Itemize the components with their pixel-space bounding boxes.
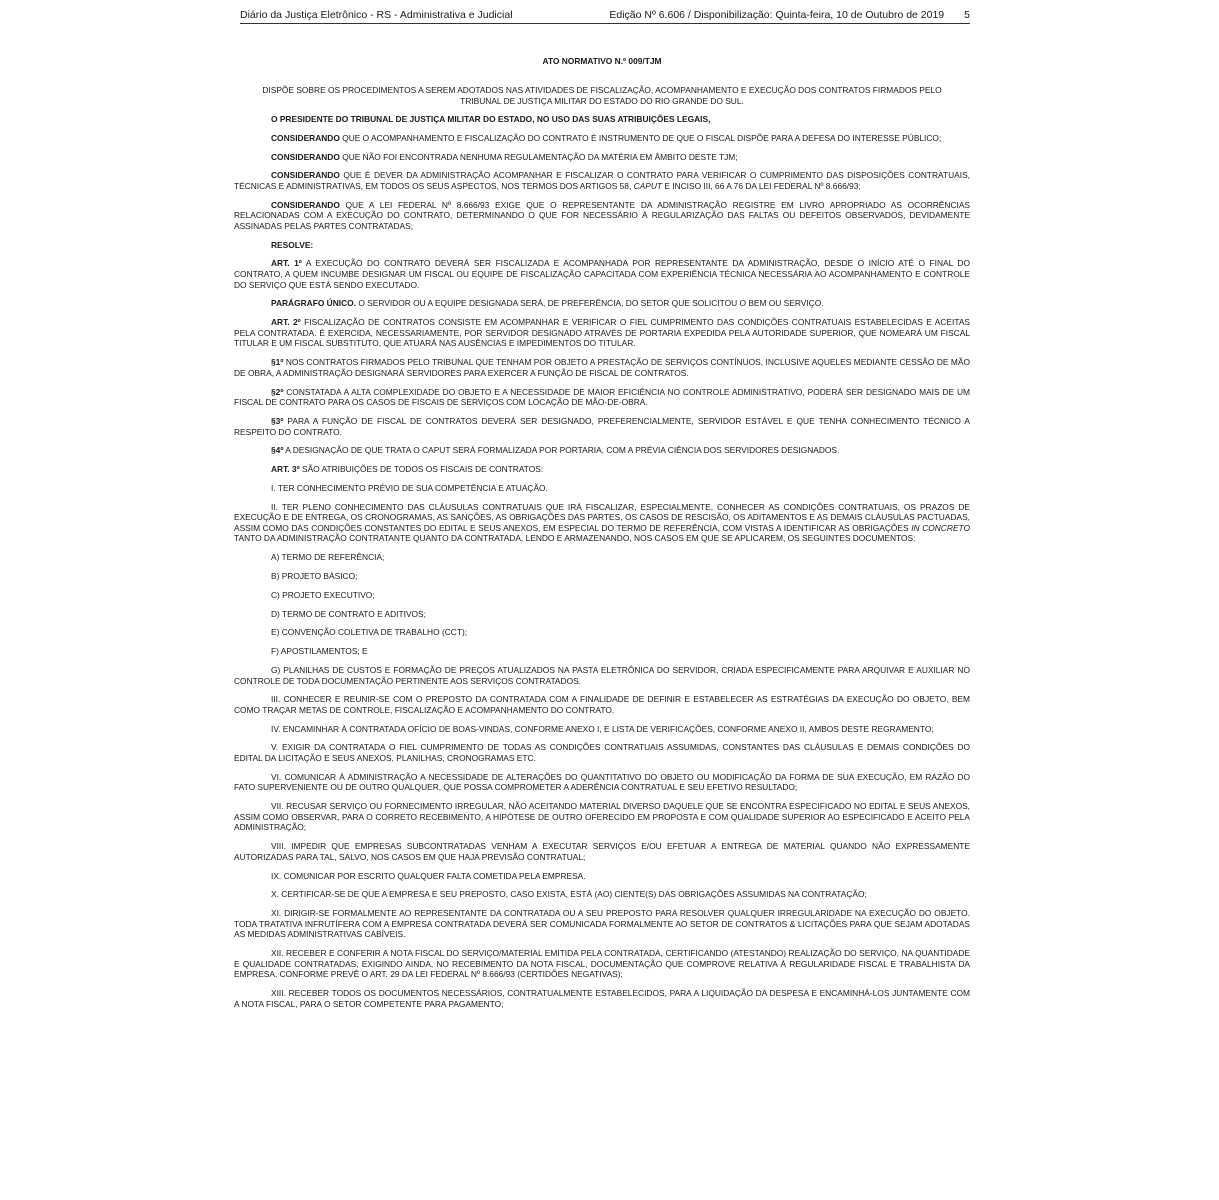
inciso-2 [234,502,970,544]
list-item-d: D) TERMO DE CONTRATO E ADITIVOS; [271,608,426,619]
in-concreto-italic: IN CONCRETO [911,522,970,533]
art-2 [234,317,970,349]
edition-date: Edição Nº 6.606 / Disponibilização: Quinta-feira, 10 de Outubro de 2019 [609,9,945,21]
list-item-g: G) PLANILHAS DE CUSTOS E FORMAÇÃO DE PREÇOS ATUALIZADOS NA PASTA ELETRÔNICA DO SERVIDOR, CRIADA ESPECIFICAMENTE PARA ARQUIVAR E AUXILIAR NO CONTROLE DE TODA DOCUMENTAÇÃO PERTINENTE AOS SERVIÇOS CONTRATADOS. [234,664,970,686]
considerando-text: QUE A LEI FEDERAL Nº 8.666/93 EXIGE QUE O REPRESENTANTE DA ADMINISTRAÇÃO REGISTRE EM LIVRO APROPRIADO AS OCORRÊNCIAS RELACIONADAS COM A EXECUÇÃO DO CONTRATO, DETERMINANDO O QUE FOR NECESSÁRIO À REGULARIZAÇÃO DAS FALTAS OU DEFEITOS OBSERVADOS, DEVIDAMENTE ASSINADAS PELAS PARTES CONTRATADAS; [234,199,970,231]
inciso-text: TANTO DA ADMINISTRAÇÃO CONTRATANTE QUANTO DA CONTRATADA, LENDO E ARMAZENANDO, NOS CASOS EM QUE SE APLICAREM, OS SEGUINTES DOCUMENTOS: [234,533,916,544]
list-item-a: A) TERMO DE REFERÊNCIA; [271,552,385,563]
paragraph-text: O SERVIDOR OU A EQUIPE DESIGNADA SERÁ, DE PREFERÊNCIA, DO SETOR QUE SOLICITOU O BEM OU SERVIÇO. [356,298,824,309]
inciso-10: X. CERTIFICAR-SE DE QUE A EMPRESA E SEU PREPOSTO, CASO EXISTA, ESTÁ (AO) CIENTE(S) DAS OBRIGAÇÕES ASSUMIDAS NA CONTRATAÇÃO; [271,889,867,900]
considerando-label: CONSIDERANDO [271,132,340,143]
inciso-4: IV. ENCAMINHAR À CONTRATADA OFÍCIO DE BOAS-VINDAS, CONFORME ANEXO I, E LISTA DE VERIFICAÇÕES, CONFORME ANEXO II, AMBOS DESTE REGRAMENTO; [271,723,934,734]
art-1 [234,258,970,290]
paragraph-text: PARA A FUNÇÃO DE FISCAL DE CONTRATOS DEVERÁ SER DESIGNADO, PREFERENCIALMENTE, SERVIDOR ESTÁVEL E QUE TENHA CONHECIMENTO TÉCNICO A RESPEITO DO CONTRATO. [234,415,970,437]
paragrafo-unico [234,298,970,309]
paragraph-label: §1º [271,357,284,368]
list-item-c: C) PROJETO EXECUTIVO; [271,589,375,600]
paragraph-text: A DESIGNAÇÃO DE QUE TRATA O CAPUT SERÁ FORMALIZADA POR PORTARIA, COM A PRÉVIA CIÊNCIA DOS SERVIDORES DESIGNADOS. [283,445,840,456]
considerando-text: E INCISO III, 66 A 76 DA LEI FEDERAL Nº 8.666/93; [662,180,861,191]
document-title: ATO NORMATIVO N.º 009/TJM [542,56,662,66]
paragraph-1 [234,357,970,378]
page-header [240,9,970,24]
article-text: A EXECUÇÃO DO CONTRATO DEVERÁ SER FISCALIZADA E ACOMPANHADA POR REPRESENTANTE DA ADMINISTRAÇÃO, DESDE O INÍCIO ATÉ O FINAL DO CONTRATO, A QUEM INCUMBE DESIGNAR UM FISCAL OU EQUIPE DE FISCALIZAÇÃO CAPACITADA COM EXPERIÊNCIA TÉCNICA NECESSÁRIA AO ACOMPANHAMENTO E CONTROLE DO SERVIÇO QUE ESTÁ SENDO EXECUTADO. [234,258,970,290]
considerando-label: CONSIDERANDO [271,170,340,181]
article-label: ART. 1º [271,258,302,269]
inciso-3: III. CONHECER E REUNIR-SE COM O PREPOSTO DA CONTRATADA COM A FINALIDADE DE DEFINIR E ESTABELECER AS ESTRATÉGIAS DA EXECUÇÃO DO OBJETO, BEM COMO TRAÇAR METAS DE CONTROLE, FISCALIZAÇÃO E ACOMPANHAMENTO DO CONTRATO. [234,694,970,715]
page-number: 5 [964,9,970,21]
list-item-e: E) CONVENÇÃO COLETIVA DE TRABALHO (CCT); [271,627,468,638]
inciso-12: XII. RECEBER E CONFERIR A NOTA FISCAL DO SERVIÇO/MATERIAL EMITIDA PELA CONTRATADA, CERTIFICANDO (ATESTANDO) REALIZAÇÃO DO SERVIÇO, NA QUANTIDADE E QUALIDADE CONTRATADAS, EXIGINDO AINDA, NO RECEBIMENTO DA NOTA FISCAL, DOCUMENTAÇÃO QUE COMPROVE RELATIVA À REGULARIDADE FISCAL E TRABALHISTA DA EMPRESA, CONFORME PREVÊ O ART. 29 DA LEI FEDERAL Nº 8.666/93 (CERTIDÕES NEGATIVAS); [234,948,970,980]
article-label: ART. 2º [271,317,301,328]
inciso-13: XIII. RECEBER TODOS OS DOCUMENTOS NECESSÁRIOS, CONTRATUALMENTE ESTABELECIDOS, PARA A LIQUIDAÇÃO DA DESPESA E ENCAMINHÁ-LOS JUNTAMENTE COM A NOTA FISCAL, PARA O SETOR COMPETENTE PARA PAGAMENTO; [234,988,970,1009]
caput-italic: CAPUT [633,180,662,191]
list-item-b: B) PROJETO BÁSICO; [271,571,358,581]
ementa: DISPÕE SOBRE OS PROCEDIMENTOS A SEREM ADOTADOS NAS ATIVIDADES DE FISCALIZAÇÃO, ACOMPANHAMENTO E EXECUÇÃO DOS CONTRATOS FIRMADOS PELO TRIBUNAL DE JUSTIÇA MILITAR DO ESTADO DO RIO GRANDE DO SUL. [262,85,942,106]
paragraph-text: CONSTATADA A ALTA COMPLEXIDADE DO OBJETO E A NECESSIDADE DE MAIOR EFICIÊNCIA NO CONTROLE ADMINISTRATIVO, PODERÁ SER DESIGNADO MAIS DE UM FISCAL DE CONTRATO PARA OS CASOS DE FISCAIS DE SERVIÇOS COM LOCAÇÃO DE MÃO-DE-OBRA. [234,386,970,408]
document-body [234,114,970,1017]
article-text: FISCALIZAÇÃO DE CONTRATOS CONSISTE EM ACOMPANHAR E VERIFICAR O FIEL CUMPRIMENTO DAS CONDIÇÕES CONTRATUAIS ESTABELECIDAS E ACEITAS PELA CONTRATADA. É EXERCIDA, NECESSARIAMENTE, POR SERVIDOR DESIGNADO ATRAVÉS DE PORTARIA EXPEDIDA PELA AUTORIDADE SUPERIOR, QUE NOMEARÁ UM FISCAL TITULAR E UM FISCAL SUBSTITUTO, QUE ATUARÁ NAS AUSÊNCIAS E IMPEDIMENTOS DO TITULAR. [234,317,970,349]
considerando-label: CONSIDERANDO [271,151,340,162]
paragraph-2 [234,387,970,408]
paragraph-3 [234,416,970,437]
considerando-text: QUE É DEVER DA ADMINISTRAÇÃO ACOMPANHAR E FISCALIZAR O CONTRATO PARA VERIFICAR O CUMPRIMENTO DAS DISPOSIÇÕES CONTRATUAIS, TÉCNICAS E ADMINISTRATIVAS, EM TODOS OS SEUS ASPECTOS, NOS TERMOS DOS ARTIGOS 58, [234,170,970,191]
inciso-7: VII. RECUSAR SERVIÇO OU FORNECIMENTO IRREGULAR, NÃO ACEITANDO MATERIAL DIVERSO DAQUELE QUE SE ENCONTRA ESPECIFICADO NO EDITAL E SEUS ANEXOS, ASSIM COMO OBSERVAR, PARA O CORRETO RECEBIMENTO, A HIPÓTESE DE OUTRO OFERECIDO EM PROPOSTA E COM QUALIDADE SUPERIOR AO ESPECIFICADO E ACEITO PELA ADMINISTRAÇÃO; [234,801,970,833]
considerando-label: CONSIDERANDO [271,199,340,210]
article-text: SÃO ATRIBUIÇÕES DE TODOS OS FISCAIS DE CONTRATOS: [299,464,544,475]
paragraph-label: §4º [271,445,284,456]
considerando-3 [234,170,970,191]
paragraph-text: NOS CONTRATOS FIRMADOS PELO TRIBUNAL QUE TENHAM POR OBJETO A PRESTAÇÃO DE SERVIÇOS CONTÍNUOS, INCLUSIVE AQUELES MEDIANTE CESSÃO DE MÃO DE OBRA, A ADMINISTRAÇÃO DESIGNARÁ SERVIDORES PARA EXERCER A FUNÇÃO DE FISCAL DE CONTRATOS. [234,357,970,378]
resolve [234,240,970,251]
paragraph-4 [234,445,970,456]
inciso-6: VI. COMUNICAR À ADMINISTRAÇÃO A NECESSIDADE DE ALTERAÇÕES DO QUANTITATIVO DO OBJETO OU MODIFICAÇÃO DA FORMA DE SUA EXECUÇÃO, EM RAZÃO DO FATO SUPERVENIENTE OU DE OUTRO QUALQUER, QUE POSSA COMPROMETER A ADERÊNCIA CONTRATUAL E SEU EFETIVO RESULTADO; [234,771,970,793]
considerando-text: QUE NÃO FOI ENCONTRADA NENHUMA REGULAMENTAÇÃO DA MATÉRIA EM ÂMBITO DESTE TJM; [339,151,738,162]
paragraph-label: §2º [271,386,284,397]
considerando-text: QUE O ACOMPANHAMENTO E FISCALIZAÇÃO DO CONTRATO É INSTRUMENTO DE QUE O FISCAL DISPÕE PARA A DEFESA DO INTERESSE PÚBLICO; [339,132,942,143]
inciso-11: XI. DIRIGIR-SE FORMALMENTE AO REPRESENTANTE DA CONTRATADA OU A SEU PREPOSTO PARA RESOLVER QUALQUER IRREGULARIDADE NA EXECUÇÃO DO OBJETO. TODA TRATATIVA INFRUTÍFERA COM A EMPRESA CONTRATADA DEVERÁ SER COMUNICADA FORMALMENTE AO SETOR DE CONTRATOS & LICITAÇÕES PARA QUE SEJAM ADOTADAS AS MEDIDAS ADMINISTRATIVAS CABÍVEIS. [234,908,970,940]
preamble-text: O PRESIDENTE DO TRIBUNAL DE JUSTIÇA MILITAR DO ESTADO, NO USO DAS SUAS ATRIBUIÇÕES LEGAIS, [271,114,711,124]
edition-info [609,9,970,21]
art-3 [234,464,970,475]
list-item-f: F) APOSTILAMENTOS; E [271,646,368,657]
paragraph-label: §3º [271,415,284,426]
considerando-4 [234,200,970,232]
inciso-8: VIII. IMPEDIR QUE EMPRESAS SUBCONTRATADAS VENHAM A EXECUTAR SERVIÇOS E/OU EFETUAR A ENTREGA DE MATERIAL QUANDO NÃO EXPRESSAMENTE AUTORIZADAS PARA TAL, SALVO, NOS CASOS EM QUE HAJA PREVISÃO CONTRATUAL; [234,841,970,862]
inciso-5: V. EXIGIR DA CONTRATADA O FIEL CUMPRIMENTO DE TODAS AS CONDIÇÕES CONTRATUAIS ASSUMIDAS, CONSTANTES DAS CLÁUSULAS E DEMAIS CONDIÇÕES DO EDITAL DA LICITAÇÃO E SEUS ANEXOS, PLANILHAS, CRONOGRAMAS ETC. [234,742,970,764]
considerando-2 [234,152,970,163]
resolve-label: RESOLVE: [271,239,314,250]
considerando-1 [234,133,970,144]
inciso-1: I. TER CONHECIMENTO PRÉVIO DE SUA COMPETÊNCIA E ATUAÇÃO. [271,482,548,493]
journal-name: Diário da Justiça Eletrônico - RS - Administrativa e Judicial [240,9,513,21]
inciso-text: II. TER PLENO CONHECIMENTO DAS CLÁUSULAS CONTRATUAIS QUE IRÁ FISCALIZAR, ESPECIALMENTE, CONHECER AS CONDIÇÕES CONTRATUAIS, OS PRAZOS DE EXECUÇÃO E DE ENTREGA, OS CRONOGRAMAS, AS SANÇÕES, AS OBRIGAÇÕES DAS PARTES, OS CASOS DE RESCISÃO, OS ADITAMENTOS E AS DEMAIS CLÁUSULAS PACTUADAS, ASSIM COMO DAS CONDIÇÕES CONSTANTES DO EDITAL E SEUS ANEXOS, EM ESPECIAL DO TERMO DE REFERÊNCIA, COM VISTAS A IDENTIFICAR AS OBRIGAÇÕES [234,501,970,533]
preamble [234,114,970,125]
inciso-9: IX. COMUNICAR POR ESCRITO QUALQUER FALTA COMETIDA PELA EMPRESA. [271,870,586,881]
article-label: ART. 3º [271,464,300,475]
paragraph-label: PARÁGRAFO ÚNICO. [271,298,356,309]
